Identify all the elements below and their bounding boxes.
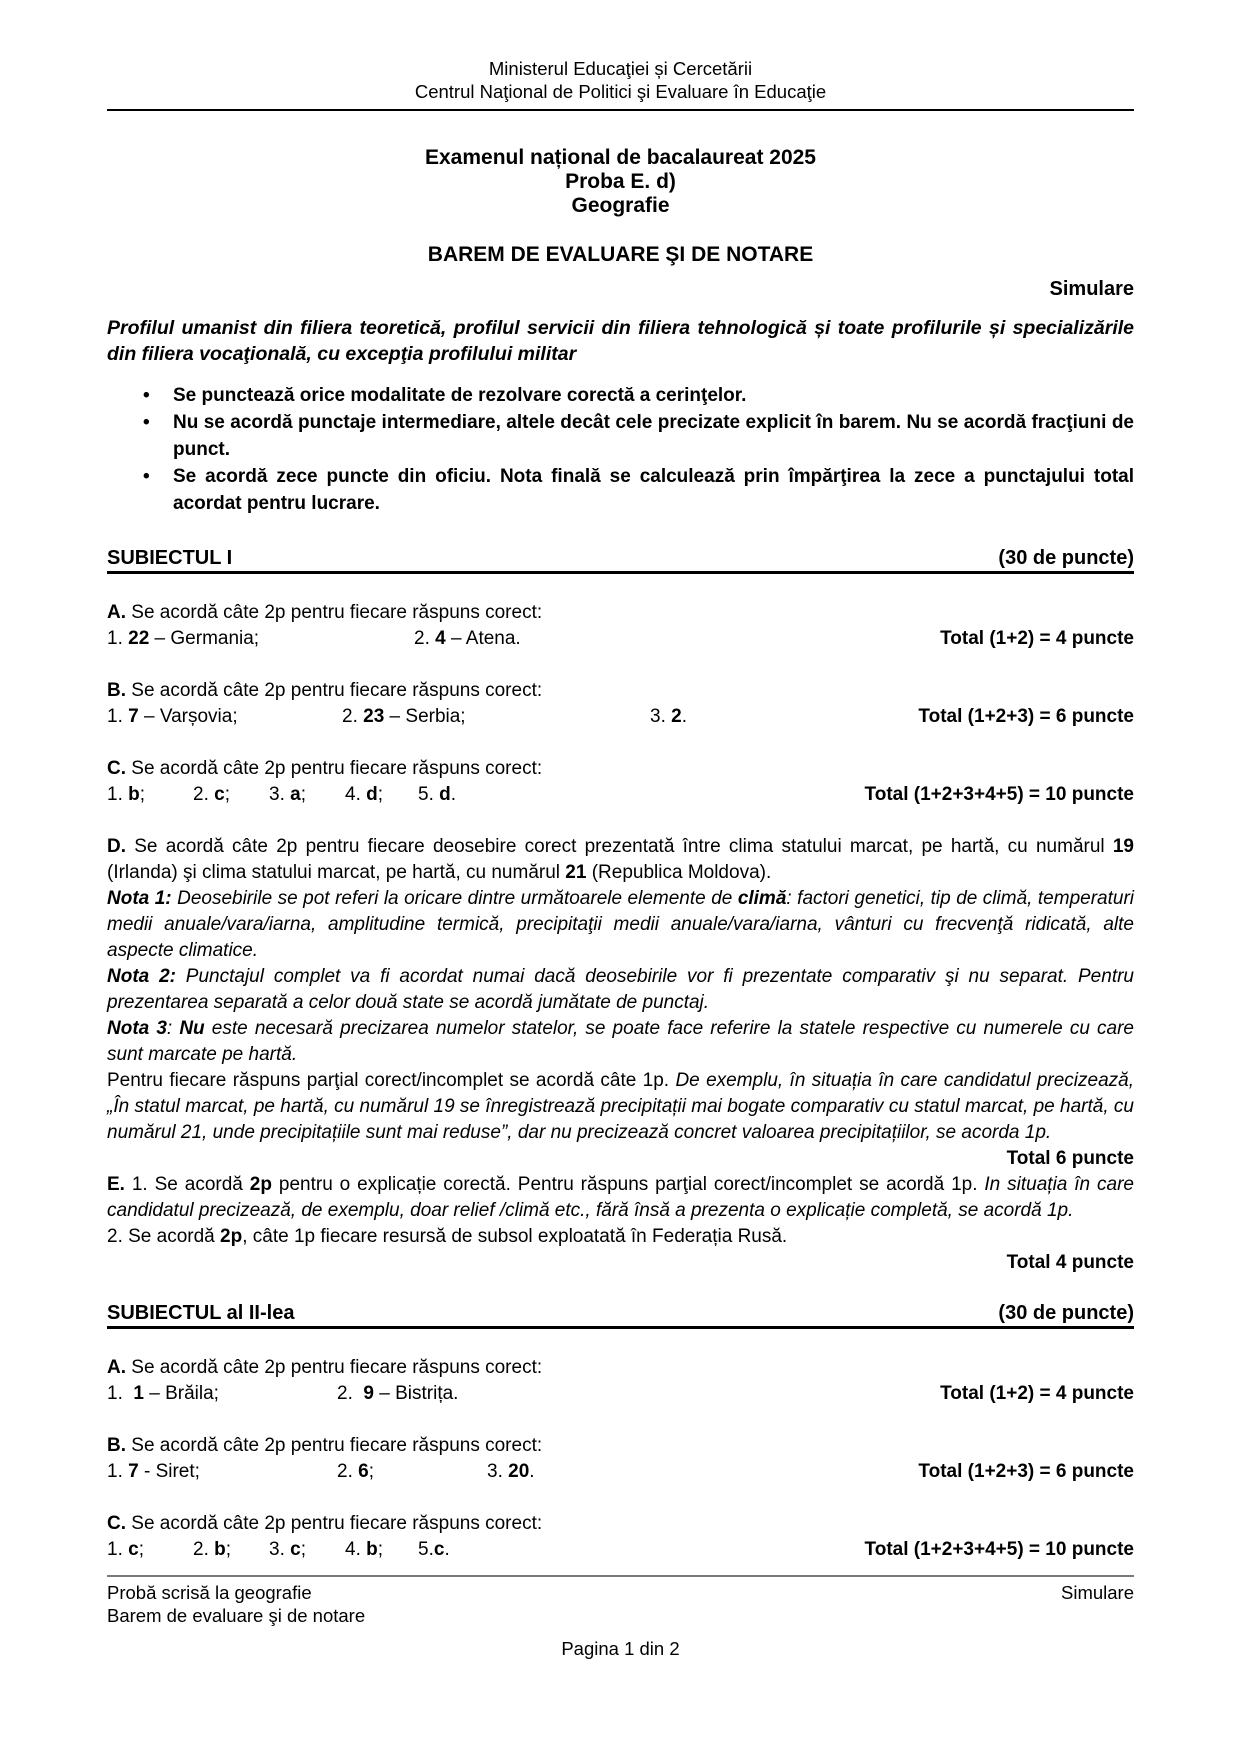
footer-variant: Simulare [1061,1582,1134,1603]
total-points: Total (1+2+3) = 6 puncte [918,1461,1134,1482]
header-ministry: Ministerul Educaţiei și Cercetării [488,58,753,79]
answer-item: 1. b; [107,784,146,805]
section-intro: A. Se acordă câte 2p pentru fiecare răspuns corect: [107,1357,543,1378]
answer-item: 2. 4 – Atena. [414,628,521,649]
subject1-section-b [107,678,1134,730]
total-points: Total (1+2) = 4 puncte [940,1383,1134,1404]
profile-note: Profilul umanist din filiera teoretică, profilul servicii din filiera tehnologică și toate profilurile și specializările din filiera vocaţională, cu excepţia profilului militar [107,317,1134,365]
answer-item: 1. 22 – Germania; [107,628,260,649]
subject2-points: (30 de puncte) [998,1302,1134,1324]
subject2-section-c [107,1511,1134,1563]
answer-item: 1. 7 - Siret; [107,1461,200,1482]
total-points: Total (1+2+3+4+5) = 10 puncte [864,1539,1134,1560]
answer-item: 1. 7 – Varșovia; [107,706,238,727]
footer-barem: Barem de evaluare şi de notare [107,1605,366,1626]
answer-row [107,704,1134,730]
answer-row [107,626,1134,652]
answer-item: 3. 20. [487,1461,535,1482]
subject1-heading-row [107,547,1134,574]
total-points: Total (1+2) = 4 puncte [940,628,1134,649]
footer-page-number: Pagina 1 din 2 [561,1638,680,1659]
subject1-section-a [107,600,1134,652]
section-e-paragraph: E. 1. Se acordă 2p pentru o explicație corectă. Pentru răspuns parţial corect/incomplet se acordă 1p. In situația în care candidatul precizează, de exemplu, doar relief /climă etc., fără însă a prezenta o explicație completă, se acordă 1p. [107,1174,1134,1221]
answer-item: 2. 9 – Bistrița. [337,1383,459,1404]
general-rules [107,382,1134,517]
variant-label: Simulare [1049,278,1134,300]
subject2-title: SUBIECTUL al II-lea [107,1302,295,1324]
answer-item: 1. c; [107,1539,144,1560]
title-block [107,146,1134,218]
section-intro: B. Se acordă câte 2p pentru fiecare răspuns corect: [107,680,543,701]
answer-item: 4. d; [345,784,384,805]
answer-item: 2. 23 – Serbia; [342,706,466,727]
header-divider [107,109,1134,111]
answer-item: 5. d. [418,784,457,805]
answer-item: 5.c. [418,1539,450,1560]
exam-title: Examenul național de bacalaureat 2025 [424,146,816,169]
total-points: Total 4 puncte [1006,1252,1134,1273]
subject1-title: SUBIECTUL I [107,547,233,569]
answer-item: 2. b; [193,1539,232,1560]
subject1-section-d [107,834,1134,1276]
subject2-heading-row [107,1302,1134,1329]
section-intro: B. Se acordă câte 2p pentru fiecare răspuns corect: [107,1435,543,1456]
answer-item: 1. 1 – Brăila; [107,1383,219,1404]
footer-proba: Probă scrisă la geografie [107,1582,312,1603]
subject2-section-a [107,1355,1134,1407]
section-intro: C. Se acordă câte 2p pentru fiecare răspuns corect: [107,758,543,779]
section-intro: A. Se acordă câte 2p pentru fiecare răspuns corect: [107,602,543,623]
rule-item: • Nu se acordă punctaje intermediare, altele decât cele precizate explicit în barem. Nu se acordă fracţiuni de punct. [107,409,1134,463]
total-points: Total 6 puncte [1006,1148,1134,1169]
answer-item: 3. 2. [650,706,687,727]
barem-heading: BAREM DE EVALUARE ŞI DE NOTARE [427,243,814,266]
exam-proba: Proba E. d) [565,170,676,193]
section-intro: C. Se acordă câte 2p pentru fiecare răspuns corect: [107,1513,543,1534]
rule-item: • Se acordă zece puncte din oficiu. Nota finală se calculează prin împărţirea la zece a punctajului total acordat pentru lucrare. [107,463,1134,517]
section-e-item2: 2. Se acordă 2p, câte 1p fiecare resursă de subsol exploatată în Federația Rusă. [107,1226,788,1247]
section-d-paragraph: D. Se acordă câte 2p pentru fiecare deosebire corect prezentată între clima statului marcat, pe hartă, cu numărul 19 (Irlanda) şi clima statului marcat, pe hartă, cu numărul 21 (Republica Moldova). [107,836,1134,883]
subject2-section-b [107,1433,1134,1485]
answer-row [107,1459,1134,1485]
answer-row [107,1537,1134,1563]
answer-row [107,782,1134,808]
section-d-nota3: Nota 3: Nu este necesară precizarea numelor statelor, se poate face referire la statele respective cu numerele cu care sunt marcate pe hartă. [107,1018,1134,1065]
section-d-partial: Pentru fiecare răspuns parţial corect/incomplet se acordă câte 1p. De exemplu, în situația în care candidatul precizează, „În statul marcat, pe hartă, cu numărul 19 se înregistrează precipitații mai bogate comparativ cu statul marcat, pe hartă, cu numărul 21, unde precipitațiile sunt mai reduse”, dar nu precizează concret valoarea precipitațiilor, se acorda 1p. [107,1070,1134,1143]
answer-item: 3. a; [269,784,306,805]
header-center: Centrul Naţional de Politici şi Evaluare în Educaţie [414,81,827,102]
footer-row [107,1581,1134,1604]
total-points: Total (1+2+3+4+5) = 10 puncte [864,784,1134,805]
exam-discipline: Geografie [571,194,670,217]
answer-item: 4. b; [345,1539,384,1560]
answer-row [107,1381,1134,1407]
answer-item: 2. 6; [337,1461,374,1482]
subject1-points: (30 de puncte) [998,547,1134,569]
answer-item: 3. c; [269,1539,306,1560]
subject1-section-c [107,756,1134,808]
page-header [107,57,1134,103]
answer-item: 2. c; [193,784,230,805]
rule-item: • Se punctează orice modalitate de rezolvare corectă a cerinţelor. [107,382,1134,409]
section-d-nota2: Nota 2: Punctajul complet va fi acordat numai dacă deosebirile vor fi prezentate comparativ şi nu separat. Pentru prezentarea separată a celor două state se acordă jumătate de punctaj. [107,966,1134,1013]
page-footer [107,1575,1134,1660]
total-points: Total (1+2+3) = 6 puncte [918,706,1134,727]
section-d-nota1: Nota 1: Deosebirile se pot referi la oricare dintre următoarele elemente de climă: factori genetici, tip de climă, temperaturi medii anuale/vara/iarna, amplitudine termică, precipitaţii medii anuale/vara/iarna, vânturi cu frecvenţă ridicată, alte aspecte climatice. [107,888,1134,961]
